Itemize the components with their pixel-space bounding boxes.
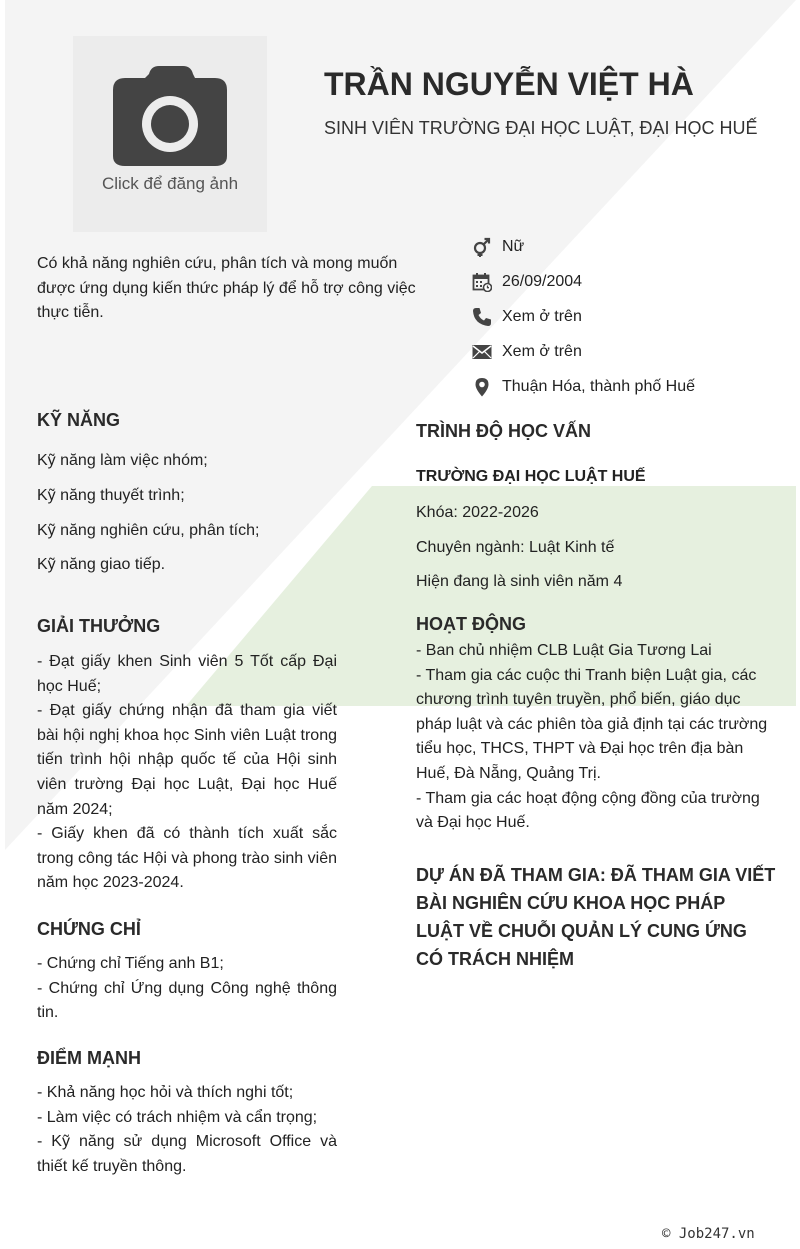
- awards-list: [37, 650, 337, 896]
- education-row: Hiện đang là sinh viên năm 4: [416, 573, 623, 591]
- education-heading: TRÌNH ĐỘ HỌC VẤN: [416, 421, 591, 441]
- school-name: TRƯỜNG ĐẠI HỌC LUẬT HUẾ: [416, 468, 646, 485]
- contact-info: [472, 230, 792, 404]
- strength-item: - Làm việc có trách nhiệm và cẩn trọng;: [37, 1108, 318, 1126]
- skill-item: Kỹ năng giao tiếp.: [37, 556, 166, 574]
- camera-icon: [111, 64, 229, 168]
- contact-phone: [472, 300, 792, 335]
- certificate-item: - Chứng chỉ Tiếng anh B1;: [37, 955, 224, 972]
- calendar-icon: [472, 272, 492, 292]
- skill-item: Kỹ năng thuyết trình;: [37, 486, 185, 504]
- location-icon: [472, 377, 492, 397]
- address-value: Thuận Hóa, thành phố Huế: [502, 377, 696, 395]
- skill-item: Kỹ năng nghiên cứu, phân tích;: [37, 521, 260, 539]
- skills-heading: KỸ NĂNG: [37, 410, 121, 430]
- phone-value: Xem ở trên: [502, 307, 582, 325]
- certificate-item: - Chứng chỉ Ứng dụng Công nghệ thông tin.: [37, 979, 337, 1022]
- photo-upload[interactable]: [73, 36, 267, 232]
- award-item: - Giấy khen đã có thành tích xuất sắc trong công tác Hội và phong trào sinh viên năm học 2023-2024.: [37, 825, 337, 892]
- education-row: Khóa: 2022-2026: [416, 504, 539, 521]
- footer-copyright: © Job247.vn: [662, 1226, 755, 1242]
- awards-heading: GIẢI THƯỞNG: [37, 616, 161, 636]
- activities-heading: HOẠT ĐỘNG: [416, 614, 526, 634]
- strength-item: - Kỹ năng sử dụng Microsoft Office và thiết kế truyền thông.: [37, 1133, 337, 1175]
- gender-icon: [472, 237, 492, 257]
- certificates-list: [37, 952, 337, 1026]
- education-row: Chuyên ngành: Luật Kinh tế: [416, 538, 615, 556]
- contact-gender: [472, 230, 792, 265]
- skills-list: [37, 452, 259, 591]
- activities-list: [416, 639, 772, 836]
- birthday-value: 26/09/2004: [502, 273, 583, 291]
- contact-birthday: [472, 265, 792, 300]
- contact-address: [472, 369, 792, 404]
- email-icon: [472, 342, 492, 362]
- career-summary: Có khả năng nghiên cứu, phân tích và mong muốn được ứng dụng kiến thức pháp lý để hỗ trợ công việc thực tiễn.: [37, 255, 416, 321]
- project-heading: DỰ ÁN ĐÃ THAM GIA: ĐÃ THAM GIA VIẾT BÀI NGHIÊN CỨU KHOA HỌC PHÁP LUẬT VỀ CHUỖI QUẢN LÝ CUNG ỨNG CÓ TRÁCH NHIỆM: [416, 865, 776, 969]
- education-details: [416, 504, 622, 608]
- strengths-heading: ĐIỂM MẠNH: [37, 1048, 141, 1068]
- activity-item: - Tham gia các hoạt động cộng đồng của trường và Đại học Huế.: [416, 789, 760, 832]
- full-name: TRẦN NGUYỄN VIỆT HÀ: [324, 66, 694, 102]
- activity-item: - Tham gia các cuộc thi Tranh biện Luật gia, các chương trình tuyên truyền, phổ biến, giáo dục pháp luật và các phiên tòa giả định tại các trường tiểu học, THCS, THPT và Đại học trên địa bàn Huế, Đà Nẵng, Quảng Trị.: [416, 666, 768, 782]
- contact-email: [472, 334, 792, 369]
- activity-item: - Ban chủ nhiệm CLB Luật Gia Tương Lai: [416, 642, 712, 659]
- strengths-list: [37, 1081, 337, 1179]
- gender-value: Nữ: [502, 238, 525, 256]
- photo-upload-label: Click để đăng ảnh: [101, 174, 239, 193]
- phone-icon: [472, 307, 492, 327]
- job-title: SINH VIÊN TRƯỜNG ĐẠI HỌC LUẬT, ĐẠI HỌC HUẾ: [324, 118, 758, 138]
- skill-item: Kỹ năng làm việc nhóm;: [37, 452, 208, 469]
- certificates-heading: CHỨNG CHỈ: [37, 919, 141, 939]
- award-item: - Đạt giấy khen Sinh viên 5 Tốt cấp Đại học Huế;: [37, 653, 337, 695]
- email-value: Xem ở trên: [502, 342, 582, 360]
- strength-item: - Khả năng học hỏi và thích nghi tốt;: [37, 1084, 294, 1101]
- award-item: - Đạt giấy chứng nhận đã tham gia viết bài hội nghị khoa học Sinh viên Luật trong tiến trình hội nhập quốc tế của Hội sinh viên trường Đại học Luật, Đại học Huế năm 2024;: [37, 702, 337, 818]
